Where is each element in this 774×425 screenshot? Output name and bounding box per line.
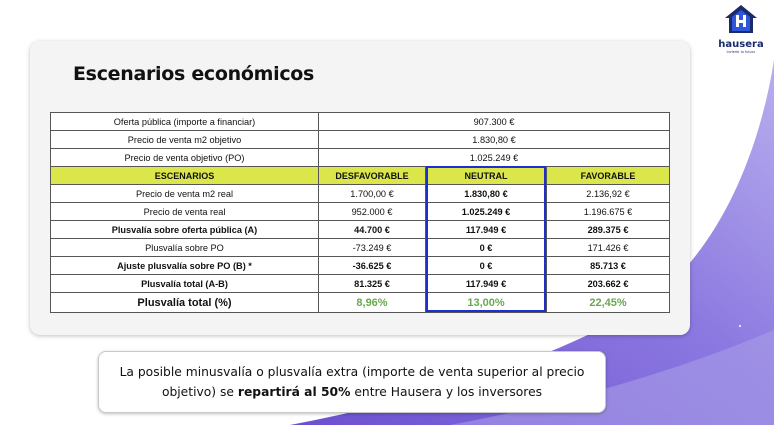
decorative-dot: [739, 325, 741, 327]
cell-favorable: 2.136,92 €: [547, 185, 670, 203]
cell-desfavorable: 1.700,00 €: [319, 185, 426, 203]
row-value: 1.830,80 €: [319, 131, 670, 149]
profit-sharing-note: [98, 351, 606, 413]
table-row-total-percent: [51, 293, 670, 313]
cell-desfavorable: -36.625 €: [319, 257, 426, 275]
cell-desfavorable: 81.325 €: [319, 275, 426, 293]
logo-tagline: invierte tu futuro: [726, 50, 756, 54]
scenarios-table: [50, 112, 670, 313]
house-logo-icon: [724, 4, 758, 34]
row-label: Precio de venta m2 real: [51, 185, 319, 203]
table-row: [51, 275, 670, 293]
cell-neutral: 117.949 €: [426, 275, 547, 293]
table-row: [51, 239, 670, 257]
row-label: Precio de venta real: [51, 203, 319, 221]
logo-wordmark: hausera: [718, 39, 764, 50]
table-row-offer: [51, 113, 670, 131]
cell-desfavorable: 8,96%: [319, 293, 426, 313]
table-row: [51, 203, 670, 221]
scenarios-card: [30, 41, 690, 335]
cell-neutral: 117.949 €: [426, 221, 547, 239]
cell-desfavorable: 44.700 €: [319, 221, 426, 239]
header-scenarios: ESCENARIOS: [51, 167, 319, 185]
hausera-logo: [716, 4, 766, 54]
note-text-start: La posible minusvalía o plusvalía extra (importe de venta superior al precio objetivo) se: [119, 365, 585, 399]
table-row-target-price: [51, 149, 670, 167]
row-label: Ajuste plusvalía sobre PO (B) *: [51, 257, 319, 275]
cell-desfavorable: 952.000 €: [319, 203, 426, 221]
note-text-bold: repartirá al 50%: [237, 385, 351, 399]
card-title: Escenarios económicos: [73, 63, 315, 85]
table-row: [51, 221, 670, 239]
table-row: [51, 185, 670, 203]
row-label: Plusvalía total (%): [51, 293, 319, 313]
cell-neutral: 1.830,80 €: [426, 185, 547, 203]
row-label: Precio de venta m2 objetivo: [51, 131, 319, 149]
cell-favorable: 85.713 €: [547, 257, 670, 275]
cell-neutral: 0 €: [426, 239, 547, 257]
table-row-target-m2: [51, 131, 670, 149]
cell-neutral: 0 €: [426, 257, 547, 275]
cell-neutral: 13,00%: [426, 293, 547, 313]
cell-favorable: 171.426 €: [547, 239, 670, 257]
table-row: [51, 257, 670, 275]
header-desfavorable: DESFAVORABLE: [319, 167, 426, 185]
row-value: 1.025.249 €: [319, 149, 670, 167]
note-text-end: entre Hausera y los inversores: [350, 385, 543, 399]
cell-favorable: 1.196.675 €: [547, 203, 670, 221]
header-neutral: NEUTRAL: [426, 167, 547, 185]
cell-neutral: 1.025.249 €: [426, 203, 547, 221]
row-label: Plusvalía total (A-B): [51, 275, 319, 293]
table-header-row: [51, 167, 670, 185]
row-label: Precio de venta objetivo (PO): [51, 149, 319, 167]
cell-favorable: 22,45%: [547, 293, 670, 313]
row-value: 907.300 €: [319, 113, 670, 131]
cell-favorable: 203.662 €: [547, 275, 670, 293]
row-label: Plusvalía sobre oferta pública (A): [51, 221, 319, 239]
row-label: Oferta pública (importe a financiar): [51, 113, 319, 131]
row-label: Plusvalía sobre PO: [51, 239, 319, 257]
cell-desfavorable: -73.249 €: [319, 239, 426, 257]
cell-favorable: 289.375 €: [547, 221, 670, 239]
header-favorable: FAVORABLE: [547, 167, 670, 185]
